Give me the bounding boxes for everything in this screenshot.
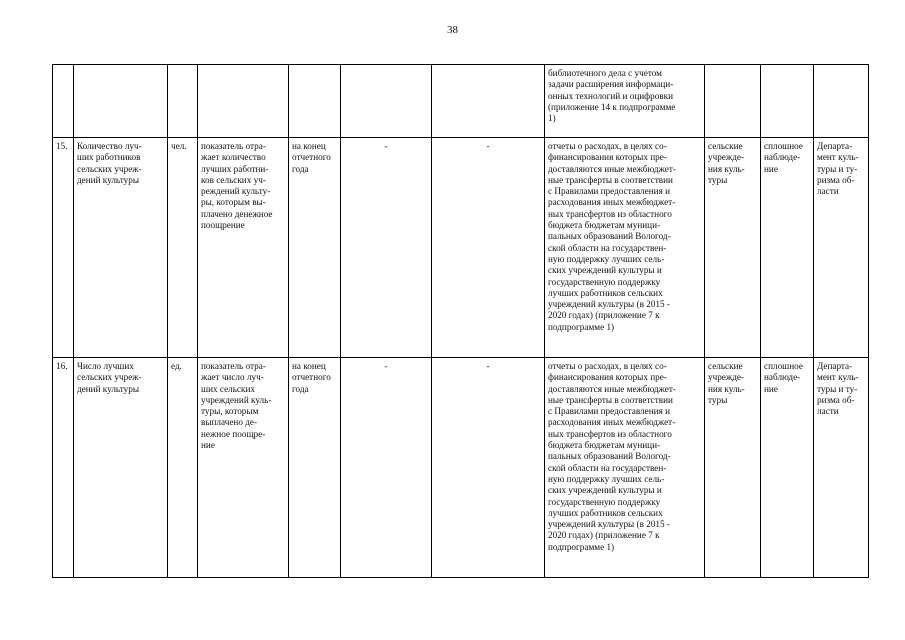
method-text: сплошное наблюде- ние — [764, 141, 803, 174]
cell-unit: чел. — [168, 138, 198, 358]
source-text: отчеты о расходах, в целях со- финансирования которых пре- доставляются иные межбюджет- ные трансферты в соответствии с Правилами предоставления и расходования иных межбюджет- ных трансфертов из областного бюджета бюджетам муници- пальных образований Вологод- ской области на государствен- ную поддержку лучших сель- ских учреждений культуры и государственную поддержку лучших работников сельских учреждений культуры (в 2015 - 2020 годах) (приложение 7 к подпрограмме 1) — [548, 361, 676, 552]
cell-definition — [198, 358, 289, 578]
cell-indicator — [74, 65, 168, 138]
table-row — [53, 138, 869, 358]
cell-method — [761, 65, 814, 138]
cell-definition — [198, 65, 289, 138]
cell-number — [53, 65, 74, 138]
population-text: сельские учрежде- ния куль- туры — [708, 361, 745, 405]
timing-text: на конец отчетного года — [292, 361, 331, 394]
cell-indicator — [74, 358, 168, 578]
indicator-text: Число лучших сельских учреж- дений культуры — [77, 361, 142, 394]
cell-responsible — [814, 358, 869, 578]
indicator-text: Количество луч- ших работников сельских учреж- дений культуры — [77, 141, 142, 185]
cell-source — [545, 358, 705, 578]
cell-responsible — [814, 138, 869, 358]
indicators-table — [52, 64, 869, 578]
cell-source — [545, 65, 705, 138]
responsible-text: Департа- мент куль- туры и ту- ризма об- ласти — [817, 141, 859, 197]
definition-text: показатель отра- жает количество лучших работни- ков сельских уч- реждений культу- ры, которым вы- плачено денежное поощрение — [201, 141, 273, 231]
cell-population — [705, 65, 761, 138]
cell-timing — [289, 138, 341, 358]
row-number: 16. — [53, 358, 74, 578]
cell-population — [705, 358, 761, 578]
timing-text: на конец отчетного года — [292, 141, 331, 174]
cell-indicator — [74, 138, 168, 358]
cell-col6: - — [341, 138, 432, 358]
cell-source — [545, 138, 705, 358]
cell-timing — [289, 358, 341, 578]
definition-text: показатель отра- жает число луч- ших сельских учреждений куль- туры, которым выплачено де- нежное поощре- ние — [201, 361, 272, 451]
cell-col6 — [341, 65, 432, 138]
row-number: 15. — [53, 138, 74, 358]
cell-definition — [198, 138, 289, 358]
cell-method — [761, 138, 814, 358]
cell-col7: - — [432, 358, 545, 578]
cell-unit — [168, 65, 198, 138]
cell-col7 — [432, 65, 545, 138]
cell-method — [761, 358, 814, 578]
population-text: сельские учрежде- ния куль- туры — [708, 141, 745, 185]
page-number: 38 — [447, 24, 458, 36]
cell-col6: - — [341, 358, 432, 578]
cell-timing — [289, 65, 341, 138]
cell-responsible — [814, 65, 869, 138]
table-row-continued — [53, 65, 869, 138]
cell-col7: - — [432, 138, 545, 358]
source-text: отчеты о расходах, в целях со- финансирования которых пре- доставляются иные межбюджет- ные трансферты в соответствии с Правилами предоставления и расходования иных межбюджет- ных трансфертов из областного бюджета бюджетам муници- пальных образований Вологод- ской области на государствен- ную поддержку лучших сель- ских учреждений культуры и государственную поддержку лучших работников сельских учреждений культуры (в 2015 - 2020 годах) (приложение 7 к подпрограмме 1) — [548, 141, 676, 332]
source-text: библиотечного дела с учетом задачи расширения информаци- онных технологий и оцифровки (приложение 14 к подпрограмме 1) — [548, 68, 676, 124]
cell-unit: ед. — [168, 358, 198, 578]
method-text: сплошное наблюде- ние — [764, 361, 803, 394]
table-row — [53, 358, 869, 578]
responsible-text: Департа- мент куль- туры и ту- ризма об- ласти — [817, 361, 859, 417]
cell-population — [705, 138, 761, 358]
